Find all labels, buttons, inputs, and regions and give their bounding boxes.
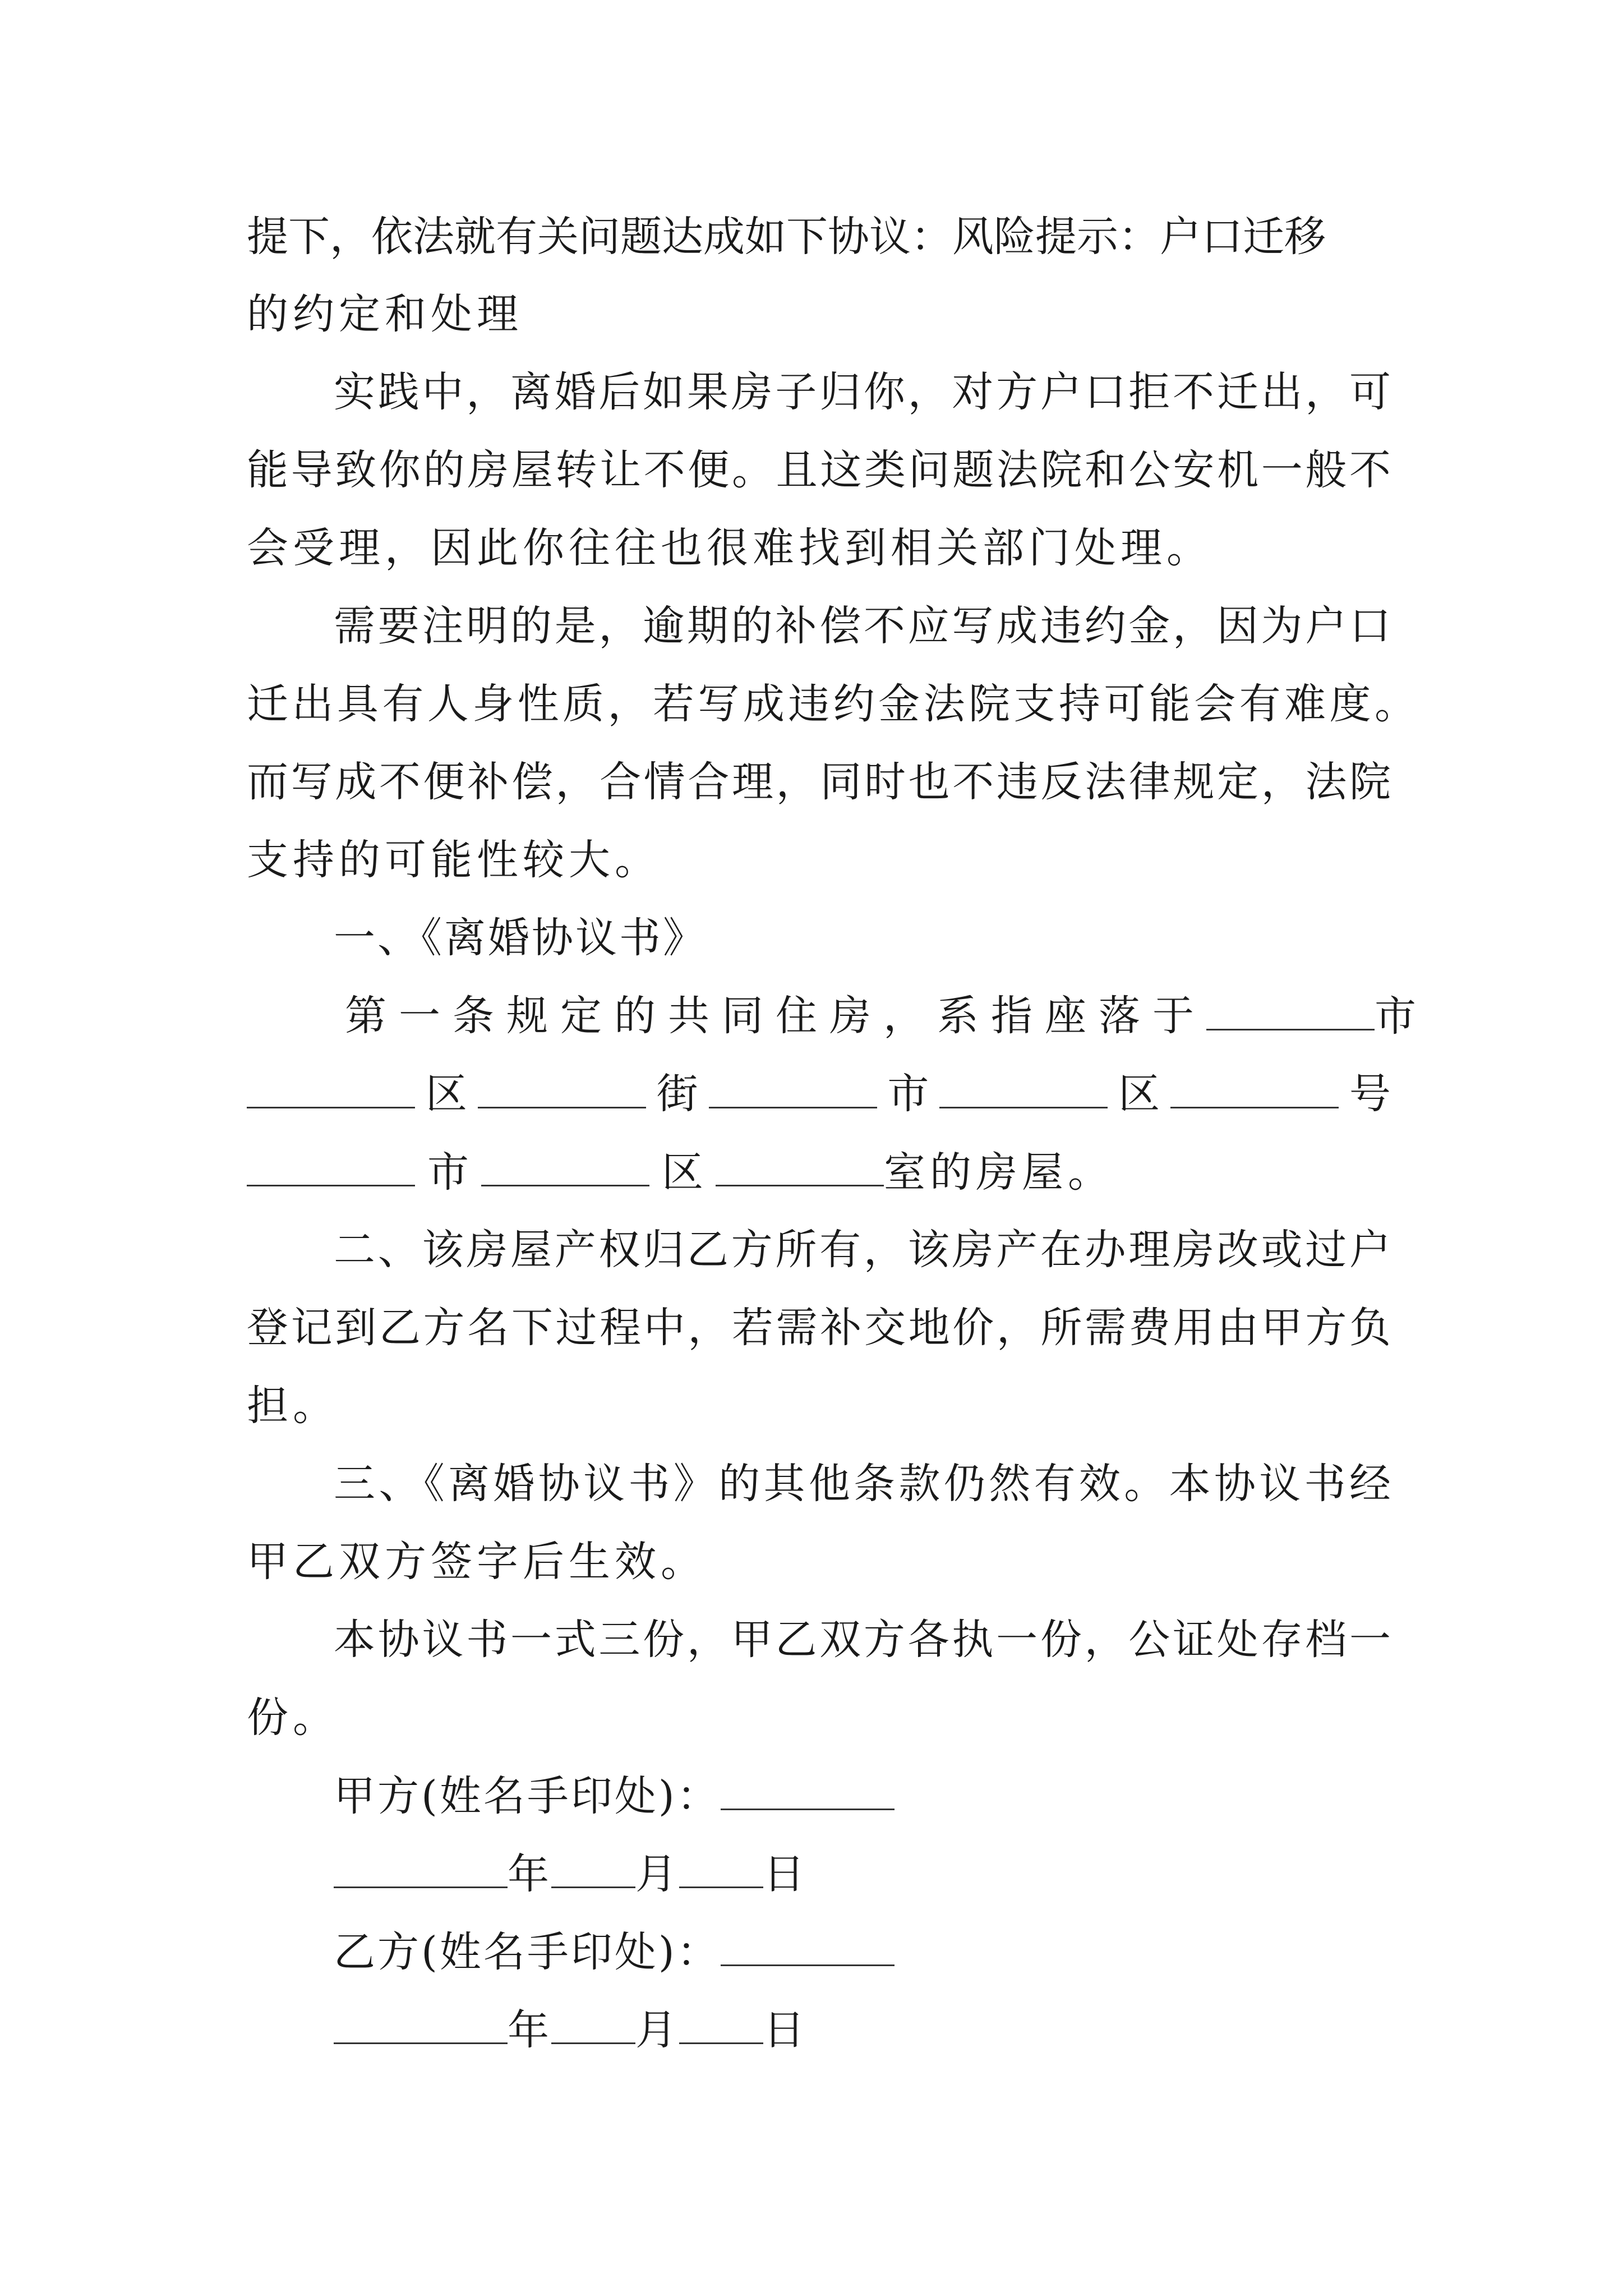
year-label: 年: [508, 1850, 549, 1898]
year-blank[interactable]: [334, 1853, 508, 1888]
text-line: 支持的可能性较大。: [247, 836, 661, 884]
text-line: 登记到乙方名下过程中，若需补交地价，所需费用由甲方负: [247, 1304, 1391, 1352]
text-line: 份。: [247, 1694, 339, 1742]
district-label: 区: [425, 1070, 467, 1118]
signature-blank[interactable]: [721, 1775, 895, 1810]
fill-blank[interactable]: [716, 1151, 884, 1186]
fill-blank[interactable]: [709, 1073, 877, 1108]
clause-end: 室的房屋。: [884, 1148, 1114, 1197]
signature-line-b: [334, 1928, 895, 1976]
text-line: 提下，依法就有关问题达成如下协议：风险提示：户口迁移: [247, 213, 1326, 261]
text-line: 本协议书一式三份，甲乙双方各执一份，公证处存档一: [334, 1616, 1391, 1664]
year-label: 年: [508, 2006, 549, 2054]
city-label: 市: [427, 1148, 469, 1197]
month-blank[interactable]: [551, 2009, 635, 2044]
text-line: 迁出具有人身性质，若写成违约金法院支持可能会有难度。: [247, 680, 1416, 728]
fill-blank[interactable]: [481, 1151, 649, 1186]
month-blank[interactable]: [551, 1853, 635, 1888]
fill-blank[interactable]: [1206, 995, 1375, 1030]
section-heading: 一、《离婚协议书》: [334, 914, 707, 962]
year-blank[interactable]: [334, 2009, 508, 2044]
fill-blank[interactable]: [1170, 1073, 1339, 1108]
day-label: 日: [763, 2006, 805, 2054]
text-line: 需要注明的是，逾期的补偿不应写成违约金，因为户口: [334, 602, 1391, 650]
day-blank[interactable]: [679, 1853, 763, 1888]
fill-blank[interactable]: [247, 1151, 415, 1186]
clause-tail: [1206, 992, 1421, 1041]
clause-line: [247, 1070, 1391, 1118]
clause-line: [247, 1148, 1114, 1197]
text-line: 的约定和处理: [247, 290, 523, 338]
party-a-label: 甲方(姓名手印处)：: [334, 1772, 721, 1820]
signature-blank[interactable]: [721, 1931, 895, 1966]
text-line: 而写成不便补偿，合情合理，同时也不违反法律规定，法院: [247, 758, 1391, 806]
city-label: 市: [887, 1070, 929, 1118]
date-line-a: [334, 1850, 805, 1898]
city-label: 市: [1375, 992, 1421, 1041]
month-label: 月: [635, 2006, 677, 2054]
text-line: 能导致你的房屋转让不便。且这类问题法院和公安机一般不: [247, 446, 1391, 494]
clause-text: 第一条规定的共同住房，系指座落于: [345, 992, 1206, 1040]
district-label: 区: [1118, 1070, 1160, 1118]
text-line: 甲乙双方签字后生效。: [247, 1538, 707, 1586]
month-label: 月: [635, 1850, 677, 1898]
fill-blank[interactable]: [939, 1073, 1108, 1108]
street-label: 街: [656, 1070, 698, 1118]
text-line: 三、《离婚协议书》的其他条款仍然有效。本协议书经: [334, 1460, 1391, 1508]
signature-line-a: [334, 1772, 895, 1820]
fill-blank[interactable]: [247, 1073, 415, 1108]
text-line: 二、该房屋产权归乙方所有，该房产在办理房改或过户: [334, 1226, 1391, 1274]
number-label: 号: [1349, 1070, 1391, 1118]
text-line: 会受理，因此你往往也很难找到相关部门处理。: [247, 524, 1212, 572]
text-line: 实践中，离婚后如果房子归你，对方户口拒不迁出，可: [334, 368, 1391, 416]
clause-line: [345, 992, 1421, 1041]
fill-blank[interactable]: [478, 1073, 646, 1108]
date-line-b: [334, 2006, 805, 2054]
day-blank[interactable]: [679, 2009, 763, 2044]
text-line: 担。: [247, 1382, 339, 1430]
party-b-label: 乙方(姓名手印处)：: [334, 1928, 721, 1976]
district-label: 区: [662, 1148, 703, 1197]
day-label: 日: [763, 1850, 805, 1898]
